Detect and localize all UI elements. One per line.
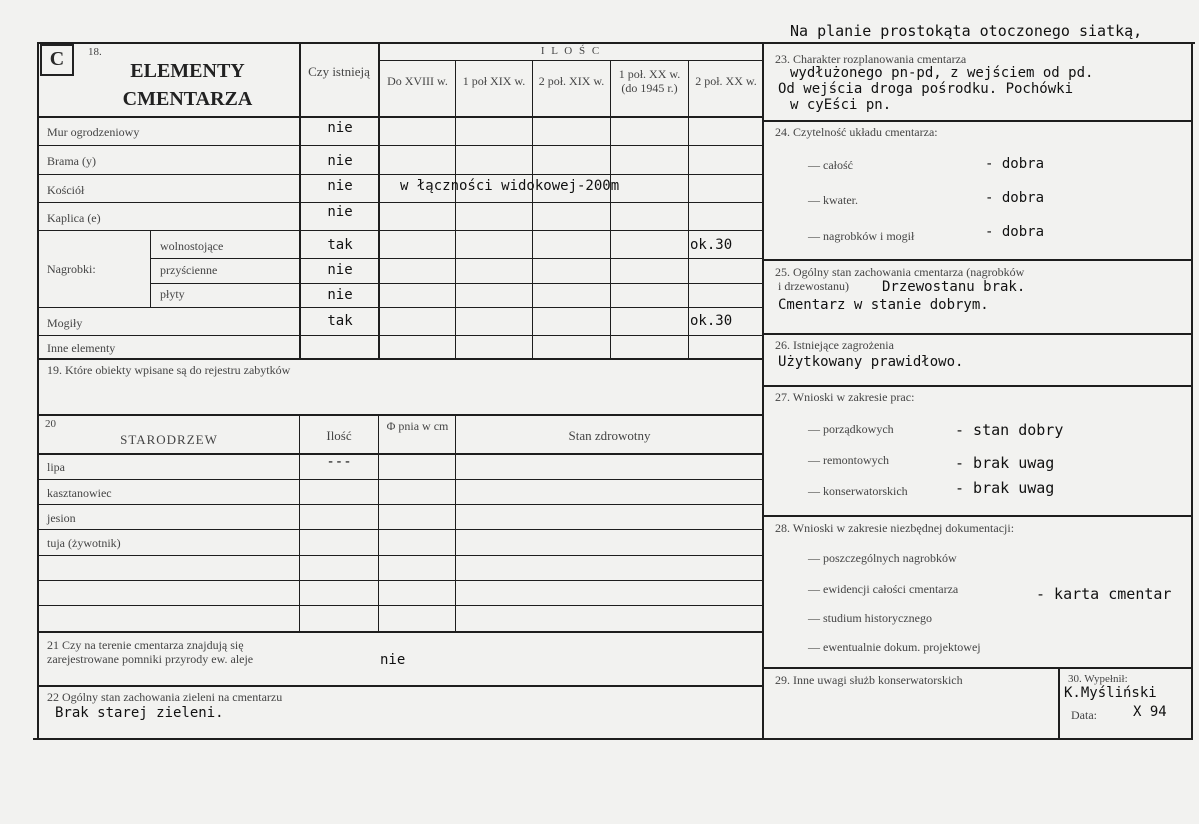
sec28-label: 28. Wnioski w zakresie niezbędnej dokumentacji: [775,521,1015,535]
kosciol-note: w łączności widokowej-200m [400,178,620,194]
tree-name-jesion: jesion [47,511,76,525]
exists-mogily: tak [327,313,353,329]
tree-name-kasztanowiec: kasztanowiec [47,486,112,500]
sec18-number: 18. [88,46,102,58]
trees-row-line [37,504,763,505]
sec23-label: 23. Charakter rozplanowania cmentarza [775,52,967,66]
trees-col-qty: Ilość [326,428,352,443]
sec27-item-label-2: — remontowych [808,453,889,467]
trees-row-line [37,580,763,581]
sec23-line-2: Od wejścia droga pośrodku. Pochówki [778,81,1074,97]
row-line [37,335,763,336]
exists-plyty: nie [327,287,353,303]
row-label-inne: Inne elementy [47,341,116,355]
sec29-top-line [763,667,1193,669]
sec21-label-2: zarejestrowane pomniki przyrody ew. aleje [47,652,254,666]
exists-przyscienne: nie [327,262,353,278]
trees-col-diam: Φ pnia w cm [386,419,449,433]
frame-bottom [33,738,1193,740]
sec24-item-value-1: - dobra [985,156,1045,172]
exists-wolnostojace: tak [327,237,353,253]
title-line1: ELEMENTY [130,60,245,82]
row-line [37,174,763,175]
late20-mogily: ok.30 [690,313,733,329]
period-divider-2 [532,60,533,358]
sec28-item-label-1: — poszczególnych nagrobków [808,551,957,565]
sec23-line-3: w cyEści pn. [790,97,892,113]
row-label-nagrobki-group: Nagrobki: [47,262,96,276]
sec24-item-label-3: — nagrobków i mogił [808,229,915,243]
row-label-brama: Brama (y) [47,154,96,168]
row-label-kosciol: Kościół [47,183,85,197]
period-divider-1 [455,60,456,358]
sec25-answer-2: Cmentarz w stanie dobrym. [778,297,989,313]
trees-row-line [37,529,763,530]
section-letter-box: C [40,44,74,76]
sec22-top-line [37,685,763,687]
sec20-number: 20 [45,418,56,430]
sec19-top-line [37,358,763,360]
period-header-4: 1 poł. XX w. (do 1945 r.) [618,67,681,95]
row-label-mogily: Mogiły [47,316,83,330]
row-line [150,283,763,284]
frame-top [37,42,1195,44]
period-header-2: 1 poł XIX w. [462,74,526,88]
sec22-label: 22 Ogólny stan zachowania zieleni na cmentarzu [47,690,283,704]
row-label-plyty: płyty [160,287,185,301]
sec26-top-line [763,333,1193,335]
sec24-item-value-2: - dobra [985,190,1045,206]
sec25-label-1: 25. Ogólny stan zachowania cmentarza (nagrobków [775,265,1025,279]
qty-header-line [380,60,762,61]
trees-row-line [37,605,763,606]
sec24-label: 24. Czytelność układu cmentarza: [775,125,938,139]
sec28-top-line [763,515,1193,517]
sec28-item-label-2: — ewidencji całości cmentarza [808,582,959,596]
sec21-label-1: 21 Czy na terenie cmentarza znajdują się [47,638,244,652]
row-label-wolnostojace: wolnostojące [160,239,224,253]
header-note: Na planie prostokąta otoczonego siatką, [790,22,1143,40]
sec27-item-value-2: - brak uwag [955,454,1055,472]
sec30-label: 30. Wypełnił: [1068,673,1128,685]
col-quantity-header: I L O Ś C [540,45,602,57]
sec24-item-value-3: - dobra [985,224,1045,240]
frame-left [37,42,39,739]
trees-col-divider-1 [299,414,300,631]
exists-kosciol: nie [327,178,353,194]
sec22-answer: Brak starej zieleni. [55,705,224,721]
col-exists-header: Czy istnieją [308,64,370,79]
sec25-answer-1: Drzewostanu brak. [882,279,1026,295]
sec27-item-label-1: — porządkowych [808,422,894,436]
tree-qty-lipa: --- [326,454,352,470]
sec21-answer: nie [380,652,406,668]
late20-wolnostojace: ok.30 [690,237,733,253]
sec29-label: 29. Inne uwagi służb konserwatorskich [775,673,963,687]
row-line [150,258,763,259]
sec30-divider [1058,667,1060,739]
period-divider-3 [610,60,611,358]
sec28-item-value-2: - karta cmentar [1036,585,1172,603]
sec25-top-line [763,259,1193,261]
sec26-answer: Użytkowany prawidłowo. [778,354,964,370]
period-divider-4 [688,60,689,358]
period-header-3: 2 poł. XIX w. [538,74,605,88]
row-label-przyscienne: przyścienne [160,263,218,277]
nagrobki-divider [150,230,151,307]
sec28-item-label-4: — ewentualnie dokum. projektowej [808,640,981,654]
row-line [37,145,763,146]
sec28-item-label-3: — studium historycznego [808,611,932,625]
sec27-label: 27. Wnioski w zakresie prac: [775,390,915,404]
frame-middle-divider [762,42,764,739]
period-header-5: 2 poł. XX w. [695,74,757,88]
sec25-label-2: i drzewostanu) [778,279,849,293]
sec26-label: 26. Istniejące zagrożenia [775,338,894,352]
header-bottom-line [37,116,763,118]
sec27-top-line [763,385,1193,387]
trees-row-line [37,479,763,480]
row-line [37,202,763,203]
sec30-date: X 94 [1133,704,1167,720]
row-label-mur: Mur ogrodzeniowy [47,125,140,139]
sec24-top-line [763,120,1193,122]
sec27-item-value-3: - brak uwag [955,479,1055,497]
sec30-name: K.Myśliński [1064,685,1157,701]
sec30-date-label: Data: [1071,708,1097,722]
sec27-item-value-1: - stan dobry [955,421,1064,439]
sec27-item-label-3: — konserwatorskich [808,484,908,498]
trees-header-line [37,453,763,455]
sec24-item-label-2: — kwater. [808,193,858,207]
exists-mur: nie [327,120,353,136]
exists-kaplica: nie [327,204,353,220]
tree-name-lipa: lipa [47,460,65,474]
sec24-item-label-1: — całość [808,158,853,172]
trees-col-divider-3 [455,414,456,631]
trees-title: STARODRZEW [120,432,218,447]
period-header-1: Do XVIII w. [387,74,448,88]
sec19-label: 19. Które obiekty wpisane są do rejestru zabytków [47,363,291,377]
row-line [37,230,763,231]
col-divider-exists [299,42,301,358]
exists-brama: nie [327,153,353,169]
sec23-line-1: wydłużonego pn-pd, z wejściem od pd. [790,65,1094,81]
trees-col-divider-2 [378,414,379,631]
sec21-top-line [37,631,763,633]
tree-name-tuja: tuja (żywotnik) [47,536,121,550]
col-divider-qty [378,42,380,358]
row-label-kaplica: Kaplica (e) [47,211,101,225]
row-line [37,307,763,308]
title-line2: CMENTARZA [122,88,253,110]
trees-col-health: Stan zdrowotny [568,428,651,443]
trees-row-line [37,555,763,556]
frame-right [1191,42,1193,739]
sec20-top-line [37,414,763,416]
